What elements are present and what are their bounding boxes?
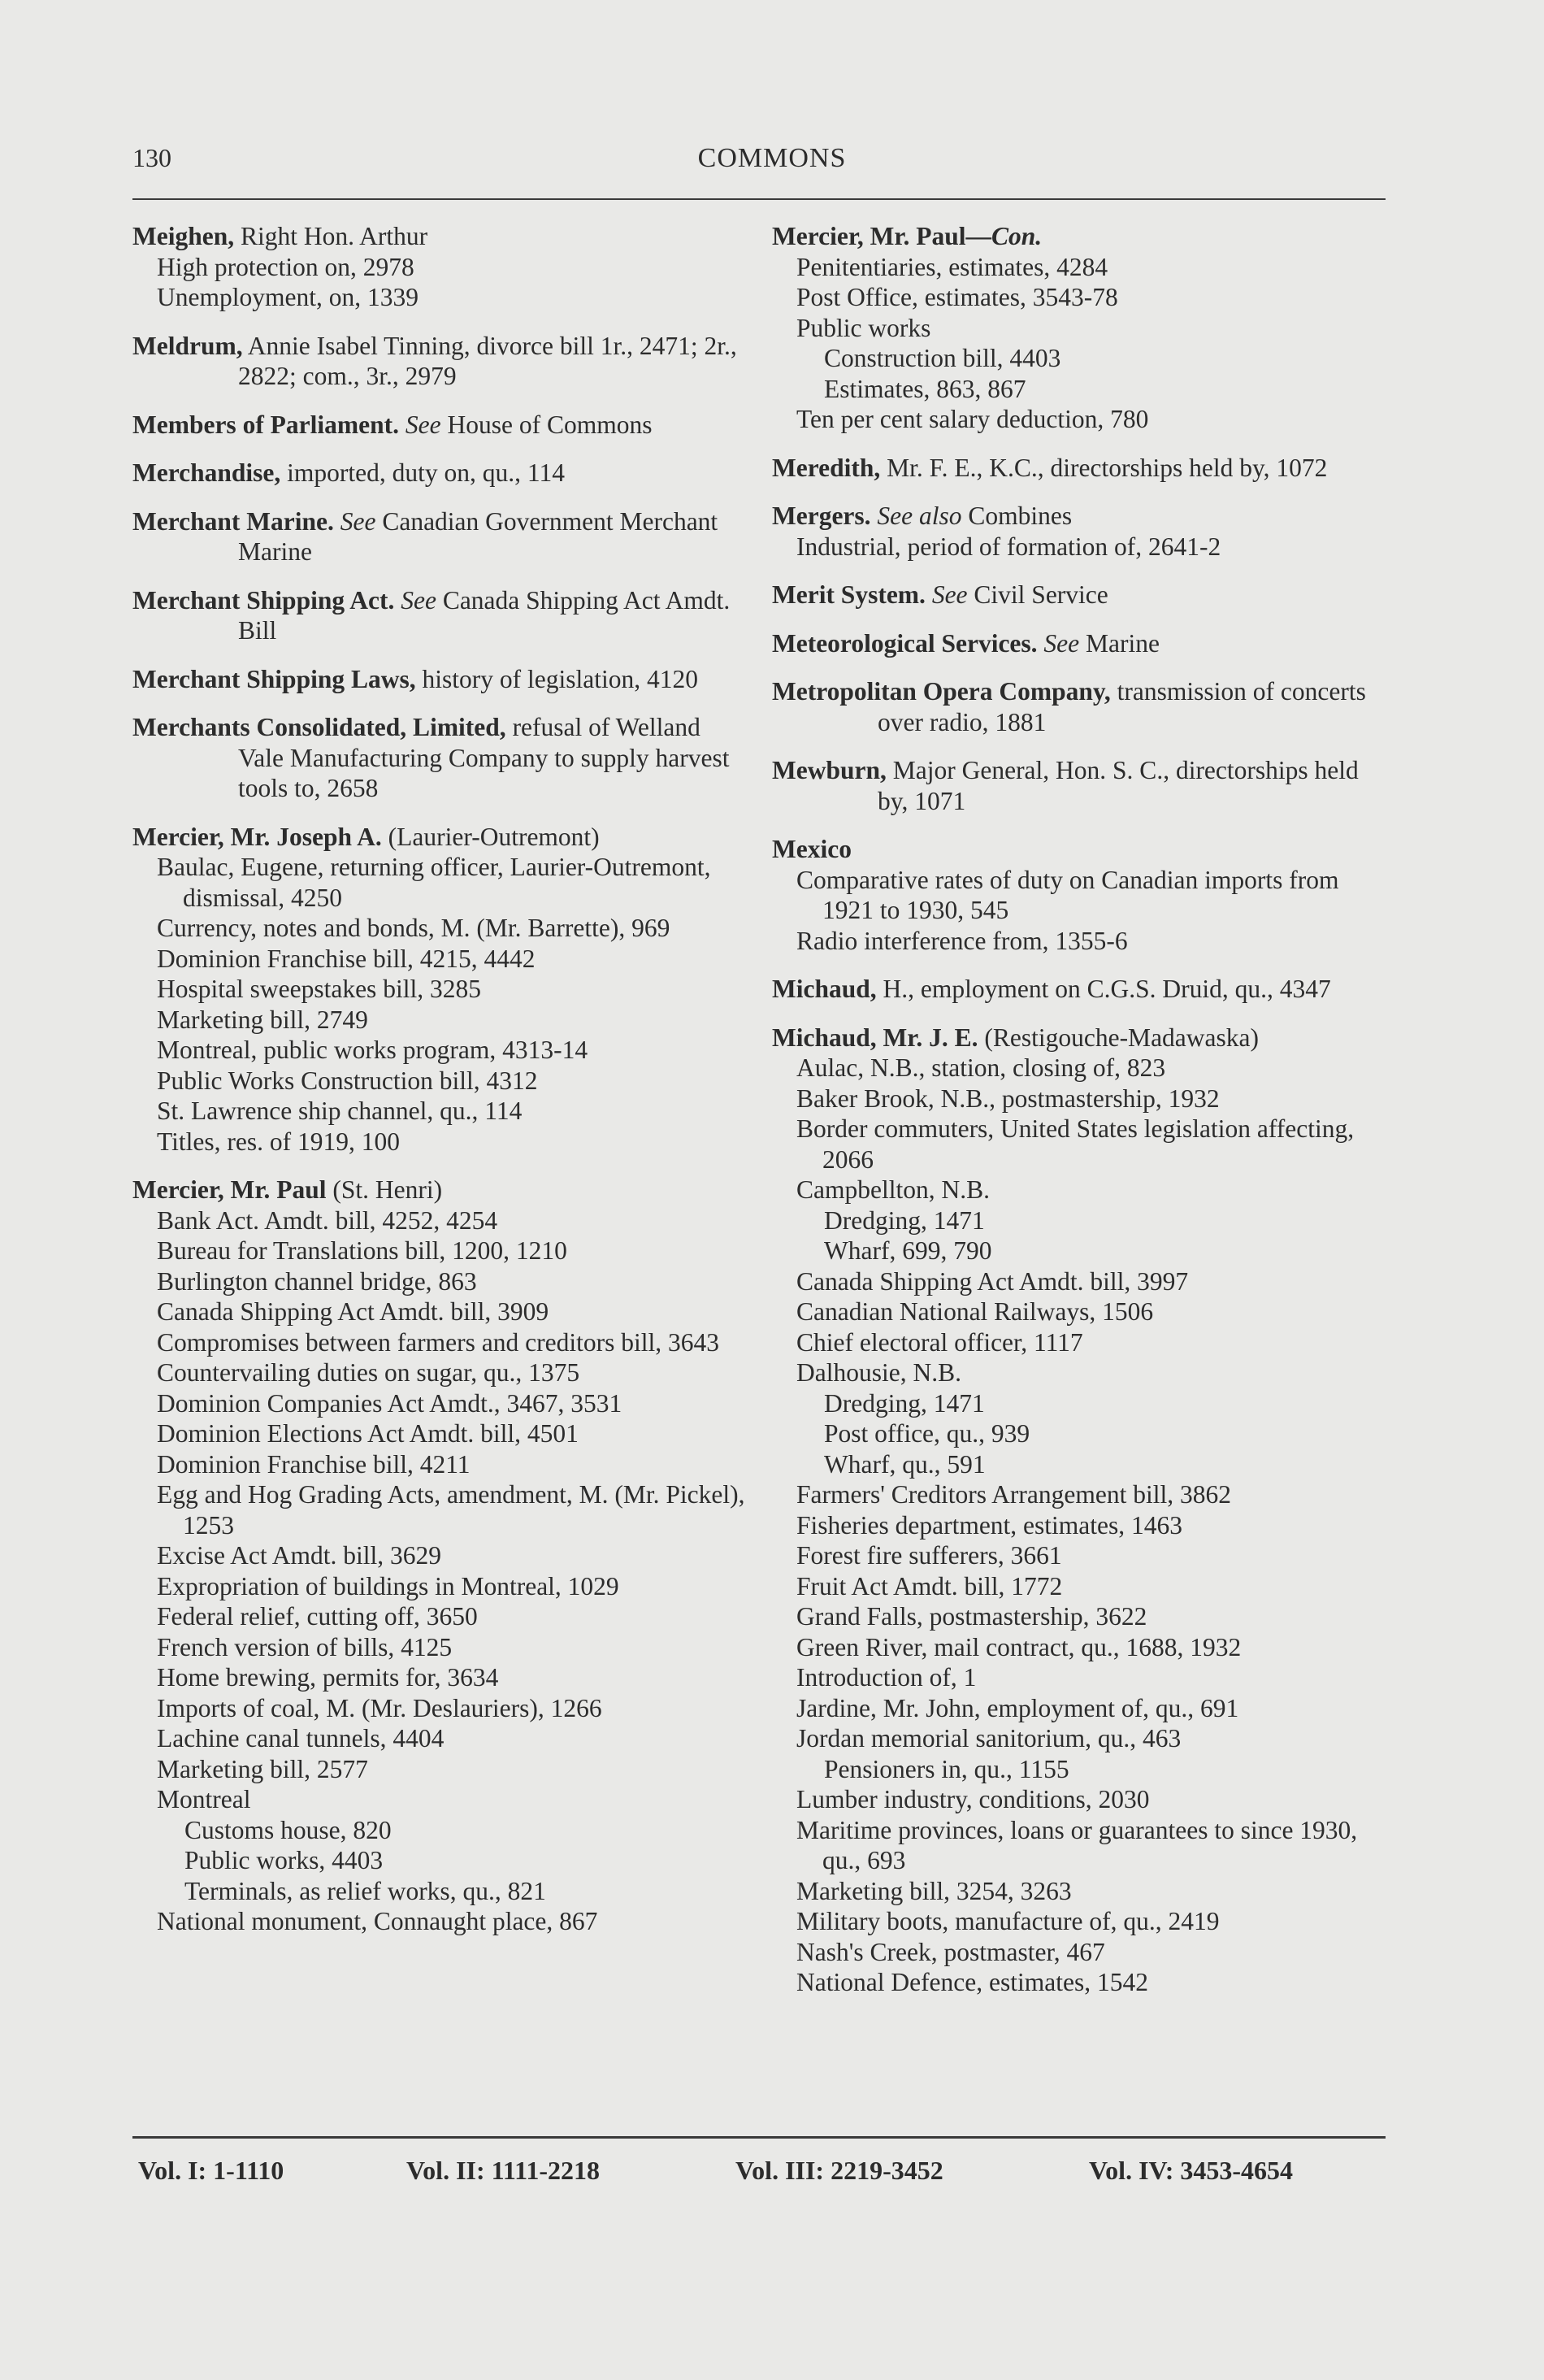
- entry-text: Civil Service: [967, 580, 1108, 609]
- entry-heading: [132, 822, 750, 853]
- entry-text: H., employment on C.G.S. Druid, qu., 4347: [876, 975, 1331, 1003]
- headword: Michaud, Mr. J. E.: [772, 1023, 978, 1052]
- subentry: Baulac, Eugene, returning officer, Laurier-Outremont, dismissal, 4250: [157, 853, 711, 912]
- headword: Mergers.: [772, 502, 871, 530]
- subentry: French version of bills, 4125: [157, 1632, 453, 1661]
- headword: Mercier, Mr. Paul—: [772, 222, 992, 250]
- entry-text: Combines: [961, 502, 1073, 530]
- footer-rule: [132, 2136, 1386, 2139]
- subentry: Farmers' Creditors Arrangement bill, 3862: [796, 1480, 1231, 1509]
- subentry: Currency, notes and bonds, M. (Mr. Barrette), 969: [157, 914, 670, 942]
- subentry: Public works, 4403: [184, 1846, 384, 1874]
- subentry: Canada Shipping Act Amdt. bill, 3997: [796, 1266, 1189, 1296]
- see-reference: See also: [870, 502, 962, 530]
- entry-heading: [772, 221, 1390, 252]
- subentry: Pensioners in, qu., 1155: [824, 1754, 1069, 1783]
- index-entry: [772, 834, 1390, 956]
- headword: Mewburn,: [772, 756, 887, 784]
- index-entry: [132, 585, 750, 646]
- headword-continuation: Con.: [991, 222, 1043, 250]
- index-entry: [772, 628, 1390, 659]
- subentry: Marketing bill, 2577: [157, 1754, 368, 1783]
- subentry: Dredging, 1471: [824, 1388, 985, 1418]
- subentry: Dominion Franchise bill, 4211: [157, 1449, 471, 1479]
- headword: Meredith,: [772, 453, 881, 482]
- subentry: Maritime provinces, loans or guarantees to since 1930, qu., 693: [796, 1815, 1358, 1874]
- subentry: Bureau for Translations bill, 1200, 1210: [157, 1236, 567, 1265]
- subentry: Customs house, 820: [184, 1815, 392, 1844]
- index-entry: [772, 580, 1390, 610]
- entry-heading: [132, 458, 750, 489]
- subentry: Grand Falls, postmastership, 3622: [796, 1602, 1147, 1631]
- subentry: Comparative rates of duty on Canadian imports from 1921 to 1930, 545: [796, 865, 1339, 924]
- entry-heading: [132, 585, 750, 646]
- index-entry: [772, 501, 1390, 562]
- entry-text: Major General, Hon. S. C., directorships held by, 1071: [878, 756, 1359, 815]
- entry-text: Right Hon. Arthur: [234, 222, 428, 250]
- subentry: Canadian National Railways, 1506: [796, 1297, 1154, 1326]
- subentry: St. Lawrence ship channel, qu., 114: [157, 1097, 523, 1125]
- entry-text: refusal of Welland Vale Manufacturing Company to supply harvest tools to, 2658: [238, 713, 730, 802]
- index-entry: [772, 221, 1390, 435]
- subentry: Ten per cent salary deduction, 780: [796, 405, 1149, 433]
- volume-range-4: Vol. IV: 3453-4654: [1089, 2156, 1293, 2185]
- subentry: Bank Act. Amdt. bill, 4252, 4254: [157, 1205, 498, 1235]
- entry-heading: [772, 628, 1390, 659]
- headword: Mexico: [772, 835, 852, 863]
- entry-text: Marine: [1079, 628, 1160, 658]
- index-entry: [772, 1023, 1390, 1998]
- subentry: Green River, mail contract, qu., 1688, 1932: [796, 1632, 1242, 1661]
- header-rule: [132, 198, 1386, 200]
- subentry: Penitentiaries, estimates, 4284: [796, 252, 1108, 281]
- subentry: Post Office, estimates, 3543-78: [796, 283, 1118, 311]
- index-entry: [772, 755, 1390, 816]
- subentry: Construction bill, 4403: [824, 344, 1061, 372]
- entry-text: (St. Henri): [326, 1175, 443, 1204]
- headword: Michaud,: [772, 975, 877, 1003]
- subentry: Baker Brook, N.B., postmastership, 1932: [796, 1084, 1220, 1113]
- entry-heading: [132, 664, 750, 695]
- headword: Merchant Shipping Laws,: [132, 664, 416, 693]
- entry-text: Canada Shipping Act Amdt. Bill: [238, 585, 731, 645]
- see-reference: See: [394, 585, 436, 615]
- subentry: Titles, res. of 1919, 100: [157, 1127, 400, 1156]
- see-reference: See: [399, 410, 441, 439]
- subentry: Estimates, 863, 867: [824, 374, 1026, 403]
- entry-text: Mr. F. E., K.C., directorships held by, 1072: [880, 453, 1328, 482]
- subentry: Aulac, N.B., station, closing of, 823: [796, 1053, 1166, 1082]
- entry-text: (Laurier-Outremont): [381, 822, 600, 851]
- subentry: Chief electoral officer, 1117: [796, 1327, 1083, 1357]
- entry-heading: [772, 974, 1390, 1005]
- index-entry: [132, 822, 750, 1157]
- headword: Merchants Consolidated, Limited,: [132, 713, 506, 741]
- entry-heading: [132, 221, 750, 252]
- entry-text: Canadian Government Merchant Marine: [238, 506, 718, 566]
- subentry: Marketing bill, 2749: [157, 1005, 368, 1034]
- entry-text: history of legislation, 4120: [415, 664, 698, 693]
- entry-heading: [772, 453, 1390, 484]
- running-head: COMMONS: [697, 143, 847, 173]
- entry-heading: [772, 1023, 1390, 1053]
- subentry: Lumber industry, conditions, 2030: [796, 1785, 1150, 1813]
- entry-heading: [772, 580, 1390, 610]
- subentry: Hospital sweepstakes bill, 3285: [157, 975, 481, 1003]
- headword: Merit System.: [772, 580, 926, 609]
- entry-heading: [132, 331, 750, 392]
- see-reference: See: [1037, 628, 1080, 658]
- right-column: [772, 221, 1390, 2016]
- index-entry: [772, 453, 1390, 484]
- subentry: Radio interference from, 1355-6: [796, 926, 1128, 955]
- volume-range-1: Vol. I: 1-1110: [138, 2156, 284, 2185]
- subentry: Lachine canal tunnels, 4404: [157, 1724, 445, 1752]
- subentry: Unemployment, on, 1339: [157, 283, 419, 311]
- entry-text: transmission of concerts over radio, 1881: [878, 677, 1366, 736]
- subentry: National Defence, estimates, 1542: [796, 1968, 1148, 1996]
- headword: Meteorological Services.: [772, 628, 1038, 658]
- subentry: Marketing bill, 3254, 3263: [796, 1876, 1072, 1905]
- entry-heading: [772, 834, 1390, 865]
- subentry: Wharf, qu., 591: [824, 1449, 986, 1479]
- subentry: Military boots, manufacture of, qu., 2419: [796, 1907, 1220, 1935]
- subentry: Fruit Act Amdt. bill, 1772: [796, 1571, 1063, 1600]
- subentry: Compromises between farmers and creditors bill, 3643: [157, 1327, 719, 1357]
- see-reference: See: [333, 506, 376, 536]
- index-entry: [132, 506, 750, 567]
- headword: Meldrum,: [132, 331, 243, 360]
- subentry: Burlington channel bridge, 863: [157, 1266, 477, 1296]
- subentry: Post office, qu., 939: [824, 1419, 1030, 1448]
- index-entry: [132, 331, 750, 392]
- subentry: Excise Act Amdt. bill, 3629: [157, 1541, 441, 1570]
- subentry: Wharf, 699, 790: [824, 1236, 992, 1265]
- subentry: Countervailing duties on sugar, qu., 1375: [157, 1358, 580, 1387]
- subentry: Dredging, 1471: [824, 1205, 985, 1235]
- headword: Mercier, Mr. Paul: [132, 1175, 327, 1204]
- subentry: Home brewing, permits for, 3634: [157, 1663, 499, 1692]
- subentry: Fisheries department, estimates, 1463: [796, 1510, 1183, 1540]
- subentry: Expropriation of buildings in Montreal, 1029: [157, 1571, 619, 1600]
- subentry: Dominion Companies Act Amdt., 3467, 3531: [157, 1388, 622, 1418]
- subentry: Border commuters, United States legislation affecting, 2066: [796, 1114, 1355, 1174]
- index-entry: [132, 458, 750, 489]
- entry-heading: [132, 506, 750, 567]
- volume-range-2: Vol. II: 1111-2218: [406, 2156, 600, 2185]
- index-entry: [772, 676, 1390, 737]
- entry-text: Annie Isabel Tinning, divorce bill 1r., 2471; 2r., 2822; com., 3r., 2979: [238, 331, 737, 390]
- subentry: National monument, Connaught place, 867: [157, 1907, 598, 1935]
- index-entry: [132, 410, 750, 441]
- subentry: Dominion Franchise bill, 4215, 4442: [157, 944, 536, 973]
- headword: Meighen,: [132, 222, 235, 250]
- subentry: Jardine, Mr. John, employment of, qu., 691: [796, 1693, 1239, 1722]
- entry-heading: [132, 712, 750, 804]
- subentry: Montreal: [157, 1785, 251, 1813]
- headword: Merchant Shipping Act.: [132, 585, 395, 615]
- entry-heading: [132, 1175, 750, 1205]
- entry-heading: [772, 501, 1390, 532]
- entry-heading: [772, 755, 1390, 816]
- index-entry: [132, 712, 750, 804]
- subentry: Jordan memorial sanitorium, qu., 463: [796, 1724, 1182, 1752]
- entry-heading: [772, 676, 1390, 737]
- subentry: Public Works Construction bill, 4312: [157, 1066, 538, 1095]
- subentry: Dominion Elections Act Amdt. bill, 4501: [157, 1419, 579, 1448]
- left-column: [132, 221, 750, 1955]
- subentry: Introduction of, 1: [796, 1663, 977, 1692]
- headword: Merchant Marine.: [132, 506, 334, 536]
- index-entry: [132, 221, 750, 313]
- subentry: Imports of coal, M. (Mr. Deslauriers), 1266: [157, 1693, 602, 1722]
- subentry: Public works: [796, 313, 931, 342]
- index-entry: [772, 974, 1390, 1005]
- subentry: Dalhousie, N.B.: [796, 1358, 961, 1387]
- subentry: Montreal, public works program, 4313-14: [157, 1036, 588, 1064]
- subentry: Campbellton, N.B.: [796, 1175, 990, 1204]
- subentry: Forest fire sufferers, 3661: [796, 1541, 1062, 1570]
- subentry: Terminals, as relief works, qu., 821: [184, 1876, 546, 1905]
- see-reference: See: [925, 580, 968, 609]
- subentry: High protection on, 2978: [157, 252, 414, 281]
- subentry: Nash's Creek, postmaster, 467: [796, 1937, 1105, 1966]
- headword: Members of Parliament.: [132, 410, 400, 439]
- entry-text: House of Commons: [440, 410, 653, 439]
- index-entry: [132, 664, 750, 695]
- entry-text: imported, duty on, qu., 114: [280, 458, 565, 487]
- index-entry: [132, 1175, 750, 1937]
- subentry: Canada Shipping Act Amdt. bill, 3909: [157, 1297, 549, 1326]
- entry-heading: [132, 410, 750, 441]
- subentry: Egg and Hog Grading Acts, amendment, M. (Mr. Pickel), 1253: [157, 1480, 745, 1540]
- subentry: Federal relief, cutting off, 3650: [157, 1602, 478, 1631]
- volume-range-3: Vol. III: 2219-3452: [735, 2156, 943, 2185]
- headword: Mercier, Mr. Joseph A.: [132, 822, 382, 851]
- entry-text: (Restigouche-Madawaska): [978, 1023, 1259, 1052]
- headword: Metropolitan Opera Company,: [772, 677, 1111, 706]
- headword: Merchandise,: [132, 458, 281, 487]
- page-number: 130: [132, 143, 171, 172]
- subentry: Industrial, period of formation of, 2641-2: [796, 532, 1221, 561]
